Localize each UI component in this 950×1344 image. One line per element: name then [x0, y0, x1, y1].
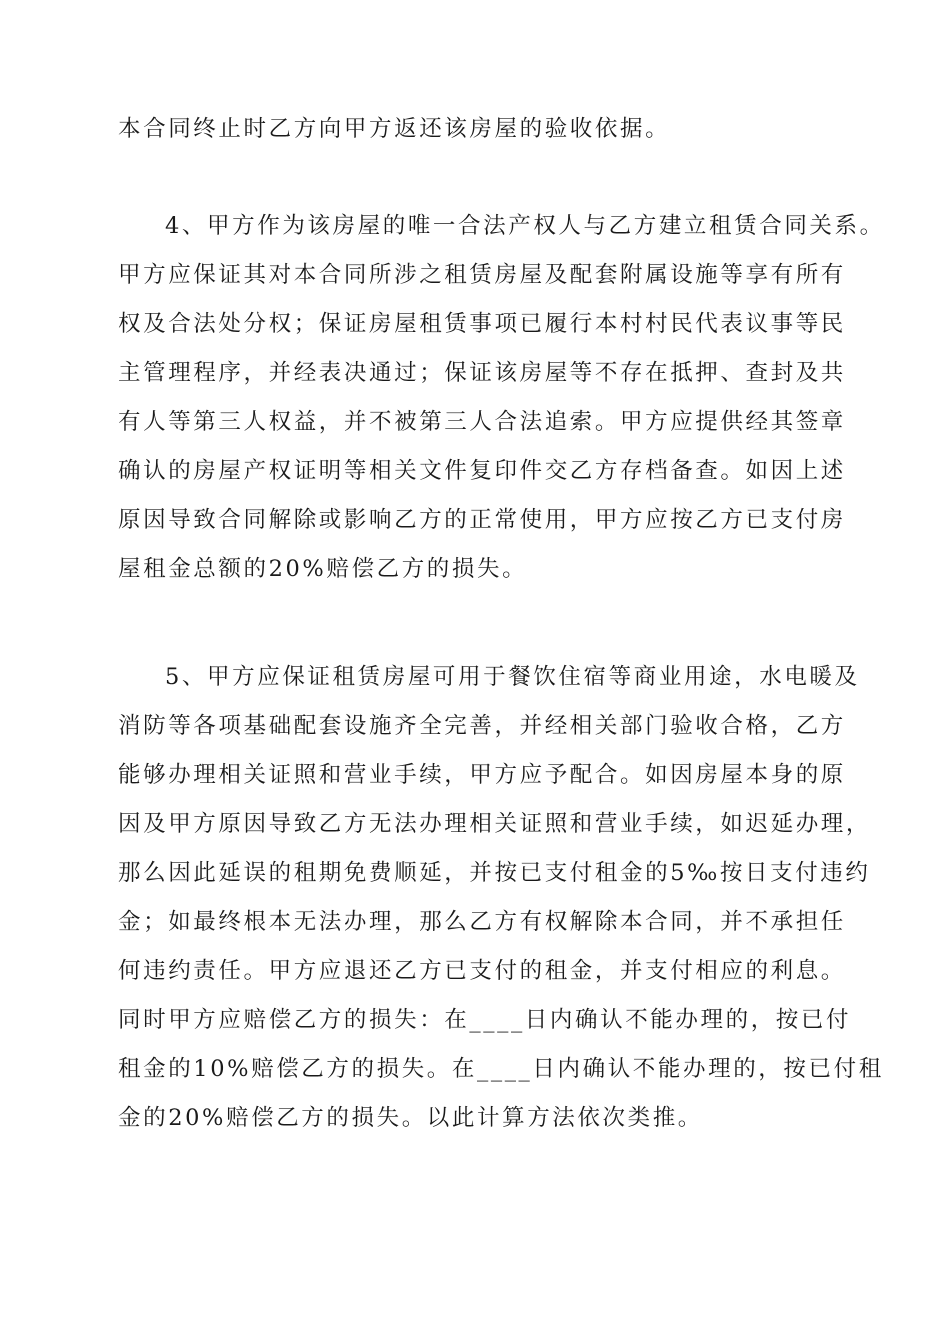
text-line: 金的20%赔偿乙方的损失。以此计算方法依次类推。 — [118, 1105, 703, 1131]
text-line: 何违约责任。甲方应退还乙方已支付的租金，并支付相应的利息。 — [118, 958, 846, 984]
text-line: 甲方应保证其对本合同所涉之租赁房屋及配套附属设施等享有所有 — [118, 262, 846, 288]
text-line: 租金的10%赔偿乙方的损失。在____日内确认不能办理的，按已付租 — [118, 1056, 884, 1082]
text-line: 金；如最终根本无法办理，那么乙方有权解除本合同，并不承担任 — [118, 909, 846, 935]
paragraph-5-first-line: 5、甲方应保证租赁房屋可用于餐饮住宿等商业用途，水电暖及 — [165, 664, 860, 690]
text-line: 主管理程序，并经表决通过；保证该房屋等不存在抵押、查封及共 — [118, 360, 846, 386]
text-line: 权及合法处分权；保证房屋租赁事项已履行本村村民代表议事等民 — [118, 311, 846, 337]
text-line: 那么因此延误的租期免费顺延，并按已支付租金的5‰按日支付违约 — [118, 860, 871, 886]
text-line: 同时甲方应赔偿乙方的损失：在____日内确认不能办理的，按已付 — [118, 1007, 852, 1033]
text-line: 屋租金总额的20%赔偿乙方的损失。 — [118, 556, 528, 582]
text-line: 确认的房屋产权证明等相关文件复印件交乙方存档备查。如因上述 — [118, 458, 846, 484]
text-line: 消防等各项基础配套设施齐全完善，并经相关部门验收合格，乙方 — [118, 713, 846, 739]
paragraph-4-first-line: 4、甲方作为该房屋的唯一合法产权人与乙方建立租赁合同关系。 — [165, 213, 885, 239]
text-line: 有人等第三人权益，并不被第三人合法追索。甲方应提供经其签章 — [118, 409, 846, 435]
text-line: 能够办理相关证照和营业手续，甲方应予配合。如因房屋本身的原 — [118, 762, 846, 788]
text-line: 原因导致合同解除或影响乙方的正常使用，甲方应按乙方已支付房 — [118, 507, 846, 533]
text-line: 本合同终止时乙方向甲方返还该房屋的验收依据。 — [118, 116, 671, 142]
text-line: 因及甲方原因导致乙方无法办理相关证照和营业手续，如迟延办理， — [118, 811, 872, 837]
